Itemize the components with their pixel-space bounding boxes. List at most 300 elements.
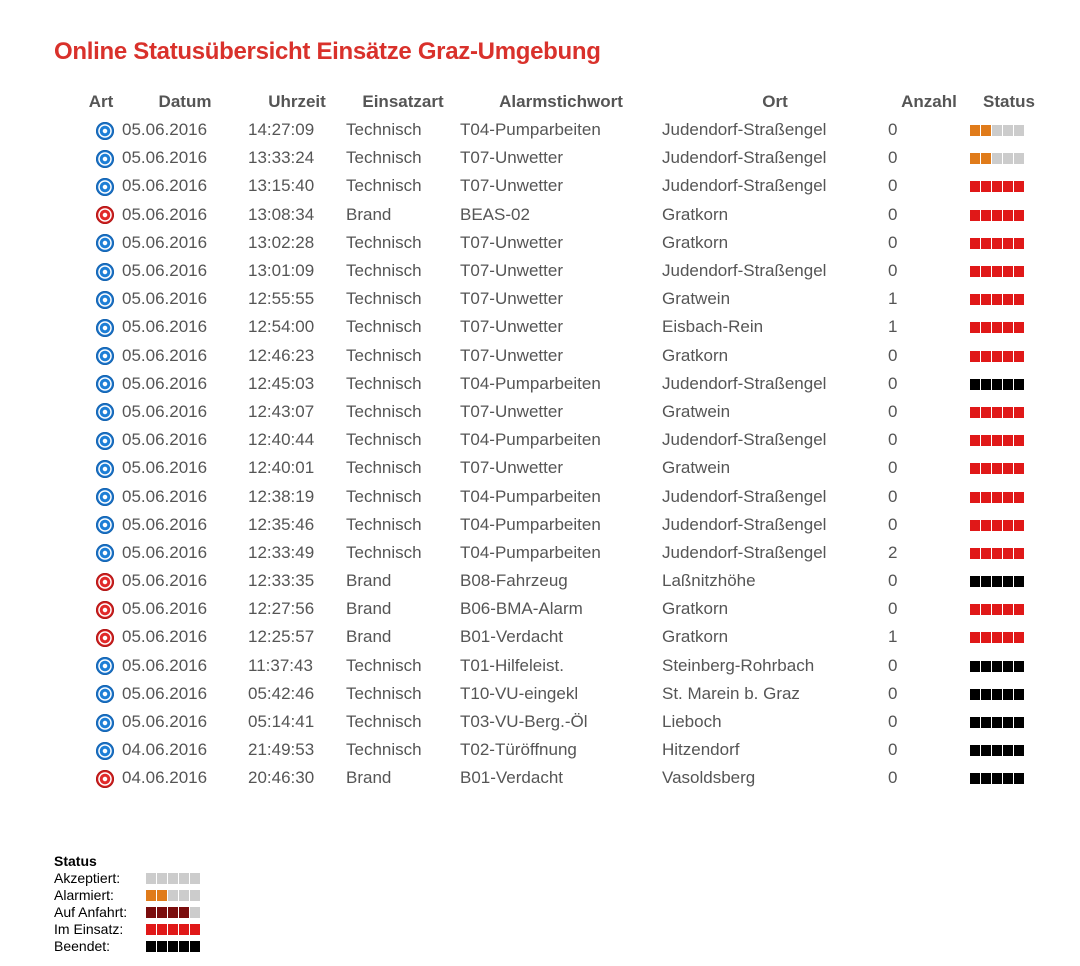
status-indicator [970,266,1025,277]
cell-uhrzeit: 21:49:53 [248,740,315,760]
cell-status [970,426,1048,454]
status-square-red [1003,294,1013,305]
status-square-red [970,351,980,362]
cell-datum: 05.06.2016 [122,373,208,393]
cell-status [970,764,1048,792]
brand-icon [96,629,114,647]
cell-ort: Laßnitzhöhe [662,571,756,591]
status-square-red [992,520,1002,531]
cell-art [80,454,122,482]
status-indicator [970,210,1025,221]
status-square-black [179,941,189,952]
table-row[interactable] [80,313,1048,341]
status-square-red [970,520,980,531]
cell-alarmstichwort: T07-Unwetter [460,148,563,168]
cell-einsatzart: Technisch [346,373,422,393]
status-square-grey [190,873,200,884]
cell-status [970,652,1048,680]
cell-anzahl: 0 [888,458,898,478]
legend-label: Auf Anfahrt: [54,904,128,920]
table-row[interactable] [80,652,1048,680]
cell-einsatzart: Technisch [346,289,422,309]
cell-uhrzeit: 13:02:28 [248,232,315,252]
cell-status [970,229,1048,257]
cell-art [80,567,122,595]
status-square-black [970,745,980,756]
cell-anzahl: 0 [888,345,898,365]
status-square-grey [168,873,178,884]
status-square-red [992,632,1002,643]
cell-datum: 05.06.2016 [122,232,208,252]
status-square-red [981,463,991,474]
cell-anzahl: 1 [888,627,898,647]
status-square-red [157,924,167,935]
status-indicator [970,492,1025,503]
cell-ort: Judendorf-Straßengel [662,514,827,534]
cell-art [80,342,122,370]
status-square-red [981,604,991,615]
cell-status [970,370,1048,398]
table-row[interactable] [80,144,1048,172]
status-square-black [992,773,1002,784]
status-square-black [1003,745,1013,756]
status-square-red [1003,632,1013,643]
status-square-red [970,463,980,474]
cell-uhrzeit: 12:40:01 [248,458,315,478]
cell-anzahl: 0 [888,740,898,760]
cell-alarmstichwort: T04-Pumparbeiten [460,430,601,450]
cell-uhrzeit: 12:43:07 [248,401,315,421]
status-square-black [168,941,178,952]
cell-art [80,708,122,736]
status-square-red [1014,520,1024,531]
cell-art [80,370,122,398]
cell-einsatzart: Brand [346,571,392,591]
cell-einsatzart: Technisch [346,712,422,732]
legend-item [54,887,201,904]
status-square-black [981,689,991,700]
status-square-grey [146,873,156,884]
table-row[interactable] [80,229,1048,257]
cell-status [970,116,1048,144]
status-indicator [970,604,1025,615]
cell-uhrzeit: 13:01:09 [248,261,315,281]
table-row[interactable] [80,285,1048,313]
status-square-red [1003,407,1013,418]
table-row[interactable] [80,172,1048,200]
status-square-grey [168,890,178,901]
status-square-red [970,322,980,333]
cell-alarmstichwort: T07-Unwetter [460,458,563,478]
cell-ort: St. Marein b. Graz [662,683,800,703]
header-row [80,88,1048,116]
status-square-red [1014,548,1024,559]
cell-einsatzart: Technisch [346,542,422,562]
cell-einsatzart: Technisch [346,401,422,421]
status-square-black [1003,773,1013,784]
cell-ort: Eisbach-Rein [662,317,764,337]
cell-datum: 05.06.2016 [122,345,208,365]
cell-einsatzart: Brand [346,768,392,788]
cell-uhrzeit: 12:54:00 [248,317,315,337]
status-square-red [992,322,1002,333]
status-square-red [970,435,980,446]
cell-datum: 05.06.2016 [122,655,208,675]
status-square-red [970,632,980,643]
table-row[interactable] [80,426,1048,454]
cell-datum: 04.06.2016 [122,740,208,760]
status-square-red [970,407,980,418]
status-square-red [1014,632,1024,643]
cell-uhrzeit: 13:08:34 [248,204,315,224]
status-indicator [970,745,1025,756]
legend-label: Akzeptiert: [54,870,121,886]
status-square-red [970,181,980,192]
cell-anzahl: 0 [888,768,898,788]
incidents-table [80,88,1048,793]
brand-icon [96,601,114,619]
legend-label: Alarmiert: [54,887,114,903]
cell-status [970,454,1048,482]
cell-anzahl: 0 [888,373,898,393]
cell-art [80,764,122,792]
cell-uhrzeit: 13:33:24 [248,148,315,168]
cell-alarmstichwort: T07-Unwetter [460,401,563,421]
cell-datum: 05.06.2016 [122,627,208,647]
cell-ort: Gratkorn [662,204,729,224]
cell-uhrzeit: 05:14:41 [248,712,315,732]
cell-art [80,313,122,341]
technisch-icon [96,460,114,478]
cell-uhrzeit: 12:46:23 [248,345,315,365]
status-square-red [1003,351,1013,362]
table-row[interactable] [80,398,1048,426]
status-square-red [981,351,991,362]
cell-art [80,426,122,454]
page-title: Online Statusübersicht Einsätze Graz-Umgebung [54,38,601,65]
cell-alarmstichwort: T04-Pumparbeiten [460,120,601,140]
cell-datum: 05.06.2016 [122,542,208,562]
cell-uhrzeit: 12:55:55 [248,289,315,309]
technisch-icon [96,657,114,675]
status-square-orange [157,890,167,901]
cell-status [970,736,1048,764]
cell-ort: Judendorf-Straßengel [662,261,827,281]
cell-einsatzart: Technisch [346,740,422,760]
technisch-icon [96,742,114,760]
cell-art [80,736,122,764]
cell-einsatzart: Technisch [346,655,422,675]
status-square-black [992,661,1002,672]
cell-anzahl: 2 [888,542,898,562]
status-square-red [1003,604,1013,615]
cell-alarmstichwort: T04-Pumparbeiten [460,542,601,562]
cell-einsatzart: Technisch [346,120,422,140]
status-square-red [970,294,980,305]
cell-alarmstichwort: T07-Unwetter [460,317,563,337]
cell-datum: 05.06.2016 [122,176,208,196]
legend-label: Im Einsatz: [54,921,124,937]
cell-datum: 05.06.2016 [122,683,208,703]
status-square-orange [981,125,991,136]
cell-status [970,342,1048,370]
status-square-black [970,379,980,390]
cell-status [970,144,1048,172]
cell-datum: 05.06.2016 [122,599,208,619]
cell-ort: Hitzendorf [662,740,740,760]
status-square-red [1003,463,1013,474]
status-indicator [970,322,1025,333]
cell-datum: 05.06.2016 [122,712,208,732]
table-row[interactable] [80,370,1048,398]
table-row[interactable] [80,595,1048,623]
cell-ort: Judendorf-Straßengel [662,176,827,196]
cell-uhrzeit: 12:35:46 [248,514,315,534]
cell-status [970,257,1048,285]
cell-einsatzart: Technisch [346,458,422,478]
technisch-icon [96,516,114,534]
cell-uhrzeit: 12:45:03 [248,373,315,393]
cell-alarmstichwort: T02-Türöffnung [460,740,577,760]
status-indicator [970,379,1025,390]
legend-title: Status [54,853,97,869]
cell-status [970,398,1048,426]
status-square-red [190,924,200,935]
cell-art [80,229,122,257]
cell-status [970,539,1048,567]
status-square-darkred [168,907,178,918]
cell-alarmstichwort: B01-Verdacht [460,768,564,788]
legend-item [54,870,201,887]
status-square-red [1003,322,1013,333]
status-square-black [1014,576,1024,587]
cell-datum: 05.06.2016 [122,401,208,421]
status-square-grey [1003,125,1013,136]
technisch-icon [96,432,114,450]
cell-uhrzeit: 20:46:30 [248,768,315,788]
status-square-red [1014,210,1024,221]
cell-uhrzeit: 12:40:44 [248,430,315,450]
status-square-black [970,717,980,728]
status-indicator [146,924,201,935]
cell-status [970,567,1048,595]
status-square-grey [992,153,1002,164]
status-square-red [146,924,156,935]
status-square-red [981,435,991,446]
cell-status [970,172,1048,200]
cell-ort: Judendorf-Straßengel [662,430,827,450]
status-square-red [1014,435,1024,446]
table-row[interactable] [80,736,1048,764]
status-indicator [970,548,1025,559]
status-square-red [1014,492,1024,503]
technisch-icon [96,544,114,562]
status-square-red [1014,294,1024,305]
cell-status [970,201,1048,229]
cell-uhrzeit: 12:27:56 [248,599,315,619]
cell-anzahl: 1 [888,317,898,337]
cell-einsatzart: Technisch [346,345,422,365]
status-square-red [981,322,991,333]
status-square-grey [1014,125,1024,136]
table-row[interactable] [80,482,1048,510]
table-row[interactable] [80,342,1048,370]
cell-anzahl: 0 [888,148,898,168]
technisch-icon [96,319,114,337]
status-square-red [970,604,980,615]
cell-ort: Lieboch [662,712,722,732]
cell-alarmstichwort: T04-Pumparbeiten [460,514,601,534]
cell-alarmstichwort: T07-Unwetter [460,232,563,252]
table-row[interactable] [80,201,1048,229]
cell-einsatzart: Technisch [346,148,422,168]
status-square-black [981,661,991,672]
status-indicator [970,238,1025,249]
status-square-grey [1014,153,1024,164]
status-square-black [1014,717,1024,728]
status-square-darkred [157,907,167,918]
cell-anzahl: 0 [888,655,898,675]
status-indicator [146,890,201,901]
cell-art [80,511,122,539]
table-row[interactable] [80,257,1048,285]
status-square-black [1014,379,1024,390]
cell-ort: Steinberg-Rohrbach [662,655,815,675]
cell-anzahl: 0 [888,430,898,450]
cell-status [970,680,1048,708]
status-indicator [970,689,1025,700]
brand-icon [96,573,114,591]
cell-alarmstichwort: T10-VU-eingekl [460,683,579,703]
cell-art [80,172,122,200]
status-square-black [1014,661,1024,672]
cell-datum: 05.06.2016 [122,514,208,534]
table-row[interactable] [80,680,1048,708]
status-square-red [1014,266,1024,277]
table-row[interactable] [80,567,1048,595]
cell-status [970,623,1048,651]
status-indicator [970,632,1025,643]
status-square-black [1014,773,1024,784]
cell-status [970,285,1048,313]
status-square-red [981,492,991,503]
status-square-red [1014,407,1024,418]
cell-anzahl: 0 [888,486,898,506]
status-indicator [970,181,1025,192]
cell-alarmstichwort: B06-BMA-Alarm [460,599,583,619]
table-row[interactable] [80,764,1048,792]
legend-item [54,938,201,955]
status-indicator [970,407,1025,418]
status-square-black [190,941,200,952]
cell-datum: 05.06.2016 [122,204,208,224]
cell-art [80,623,122,651]
status-square-red [970,492,980,503]
status-square-red [992,351,1002,362]
table-row[interactable] [80,623,1048,651]
status-indicator [970,773,1025,784]
status-square-red [992,548,1002,559]
cell-ort: Gratkorn [662,232,729,252]
cell-art [80,595,122,623]
status-square-red [981,520,991,531]
status-square-red [981,294,991,305]
status-square-red [992,181,1002,192]
cell-ort: Judendorf-Straßengel [662,542,827,562]
status-indicator [970,153,1025,164]
status-square-black [157,941,167,952]
status-square-black [146,941,156,952]
status-square-red [970,548,980,559]
status-square-black [981,717,991,728]
status-square-orange [146,890,156,901]
status-square-red [992,294,1002,305]
status-square-red [1003,181,1013,192]
legend-item [54,904,201,921]
status-indicator [970,294,1025,305]
cell-datum: 05.06.2016 [122,261,208,281]
cell-einsatzart: Technisch [346,232,422,252]
header-anzahl: Anzahl [901,92,957,111]
header-alarmstichwort: Alarmstichwort [499,92,623,111]
status-square-black [1003,661,1013,672]
table-row[interactable] [80,708,1048,736]
status-square-orange [970,125,980,136]
status-square-red [981,238,991,249]
cell-datum: 05.06.2016 [122,148,208,168]
brand-icon [96,770,114,788]
status-square-red [1003,520,1013,531]
status-indicator [970,351,1025,362]
table-row[interactable] [80,454,1048,482]
header-uhrzeit: Uhrzeit [268,92,326,111]
cell-einsatzart: Brand [346,627,392,647]
cell-anzahl: 0 [888,401,898,421]
cell-status [970,511,1048,539]
cell-art [80,144,122,172]
cell-status [970,708,1048,736]
status-square-darkred [179,907,189,918]
status-square-red [970,238,980,249]
table-row[interactable] [80,539,1048,567]
status-indicator [146,907,201,918]
table-body [80,116,1048,793]
status-square-black [992,379,1002,390]
legend-label: Beendet: [54,938,111,954]
cell-einsatzart: Technisch [346,486,422,506]
cell-art [80,116,122,144]
cell-alarmstichwort: T04-Pumparbeiten [460,373,601,393]
status-square-black [992,689,1002,700]
cell-alarmstichwort: T07-Unwetter [460,176,563,196]
header-status: Status [983,92,1035,111]
cell-ort: Judendorf-Straßengel [662,486,827,506]
cell-anzahl: 0 [888,712,898,732]
cell-einsatzart: Technisch [346,683,422,703]
status-square-black [981,773,991,784]
technisch-icon [96,178,114,196]
cell-einsatzart: Technisch [346,514,422,534]
table-row[interactable] [80,116,1048,144]
cell-uhrzeit: 12:33:49 [248,542,315,562]
table-row[interactable] [80,511,1048,539]
cell-datum: 05.06.2016 [122,317,208,337]
status-square-red [981,181,991,192]
cell-ort: Gratwein [662,289,731,309]
cell-einsatzart: Technisch [346,261,422,281]
cell-ort: Judendorf-Straßengel [662,120,827,140]
status-square-red [992,463,1002,474]
